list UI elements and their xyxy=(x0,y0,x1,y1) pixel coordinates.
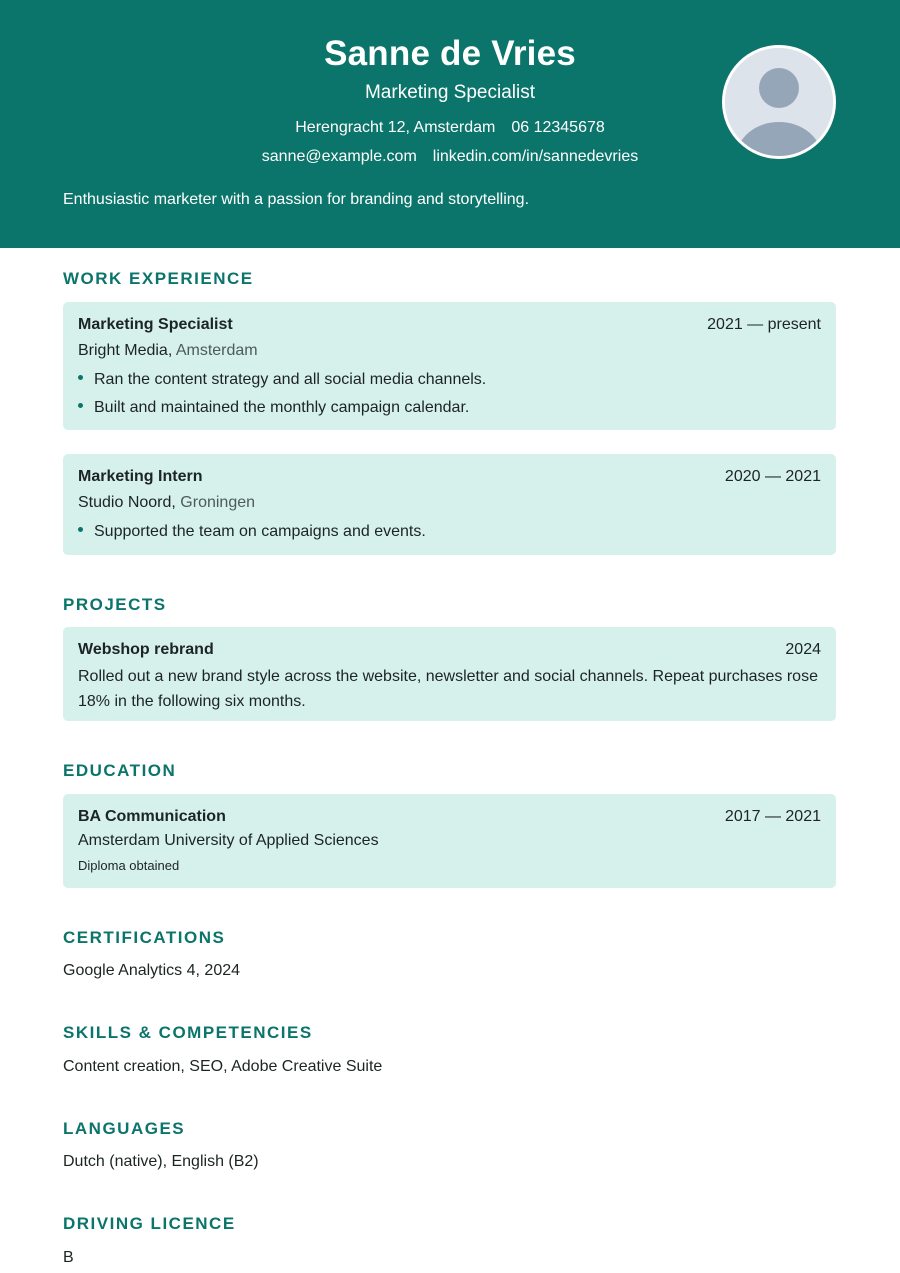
skills-text: Content creation, SEO, Adobe Creative Suite xyxy=(63,1058,383,1075)
section-title-languages: LANGUAGES xyxy=(63,1119,186,1138)
job-company xyxy=(78,494,255,512)
job-dates: 2020 — 2021 xyxy=(724,468,821,485)
driving-licence-text: B xyxy=(63,1249,74,1266)
bullet-text: Built and maintained the monthly campaign calendar. xyxy=(94,399,470,416)
project-name: Webshop rebrand xyxy=(78,641,214,658)
section-title-certifications: CERTIFICATIONS xyxy=(63,928,226,947)
section-title-driving-licence: DRIVING LICENCE xyxy=(63,1214,236,1233)
work-experience-card xyxy=(63,302,836,430)
bullet-dot-icon xyxy=(78,375,83,380)
education-note: Diploma obtained xyxy=(78,858,180,873)
bullet-dot-icon xyxy=(78,527,83,532)
section-title-skills: SKILLS & COMPETENCIES xyxy=(63,1023,313,1042)
company-name: Bright Media, xyxy=(78,342,173,359)
languages-text: Dutch (native), English (B2) xyxy=(63,1153,259,1170)
certifications-text: Google Analytics 4, 2024 xyxy=(63,962,241,979)
bullet-dot-icon xyxy=(78,403,83,408)
project-card xyxy=(63,627,836,721)
candidate-role: Marketing Specialist xyxy=(364,82,536,103)
degree: BA Communication xyxy=(78,808,226,825)
project-description: Rolled out a new brand style across the website, newsletter and social channels. Repeat purchases rose 18% in the following six months. xyxy=(78,668,818,710)
candidate-name: Sanne de Vries xyxy=(324,34,576,73)
linkedin-link[interactable]: linkedin.com/in/sannedevries xyxy=(432,148,639,165)
education-dates: 2017 — 2021 xyxy=(724,808,821,825)
resume-header xyxy=(0,0,900,248)
job-bullet xyxy=(78,523,426,541)
job-title: Marketing Intern xyxy=(78,468,203,485)
job-bullet xyxy=(78,371,486,389)
avatar xyxy=(722,45,836,159)
section-title-education: EDUCATION xyxy=(63,761,177,780)
job-title: Marketing Specialist xyxy=(78,316,233,333)
person-silhouette-icon xyxy=(725,48,833,156)
education-card xyxy=(63,794,836,888)
job-company xyxy=(78,342,258,360)
profile-summary: Enthusiastic marketer with a passion for branding and storytelling. xyxy=(63,191,530,208)
company-name: Studio Noord, xyxy=(78,494,176,511)
email-link[interactable]: sanne@example.com xyxy=(261,148,417,165)
project-year: 2024 xyxy=(785,641,821,658)
work-experience-card xyxy=(63,454,836,555)
job-bullet xyxy=(78,399,469,417)
phone: 06 12345678 xyxy=(511,119,605,136)
job-dates: 2021 — present xyxy=(707,316,821,333)
company-city: Groningen xyxy=(180,494,256,511)
section-title-work-experience: WORK EXPERIENCE xyxy=(63,269,254,288)
address: Herengracht 12, Amsterdam xyxy=(295,119,496,136)
school-name: Amsterdam University of Applied Sciences xyxy=(78,832,379,849)
section-title-projects: PROJECTS xyxy=(63,595,167,614)
bullet-text: Ran the content strategy and all social media channels. xyxy=(94,371,487,388)
bullet-text: Supported the team on campaigns and events. xyxy=(94,523,426,540)
company-city: Amsterdam xyxy=(175,342,258,359)
